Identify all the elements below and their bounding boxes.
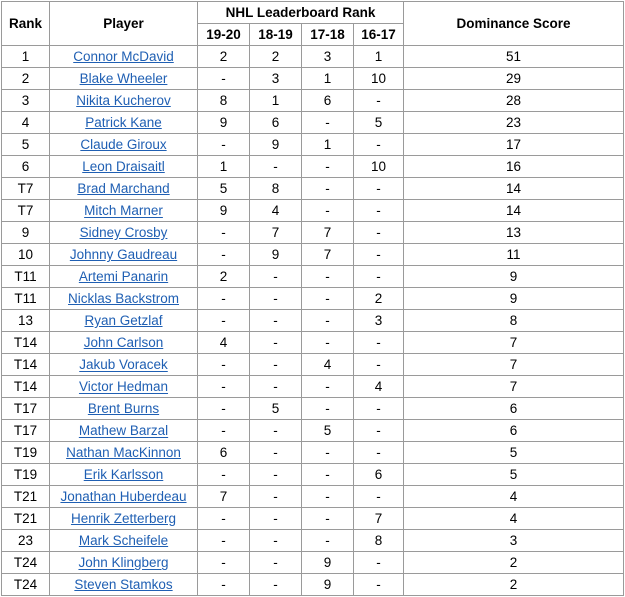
season-16-17-cell: 1: [354, 46, 404, 68]
rank-cell: 3: [2, 90, 50, 112]
season-16-17-cell: -: [354, 552, 404, 574]
player-cell: [50, 464, 198, 486]
player-cell: [50, 310, 198, 332]
season-17-18-cell: -: [302, 464, 354, 486]
season-17-18-cell: 3: [302, 46, 354, 68]
table-row: [2, 156, 624, 178]
season-19-20-cell: -: [198, 244, 250, 266]
season-18-19-cell: -: [250, 266, 302, 288]
player-link[interactable]: Artemi Panarin: [78, 269, 169, 284]
season-18-19-cell: -: [250, 574, 302, 596]
season-17-18-cell: 7: [302, 222, 354, 244]
dominance-score-cell: 17: [404, 134, 624, 156]
season-18-19-cell: 3: [250, 68, 302, 90]
player-cell: [50, 68, 198, 90]
table-row: [2, 530, 624, 552]
season-16-17-cell: -: [354, 420, 404, 442]
season-18-19-cell: 8: [250, 178, 302, 200]
player-link[interactable]: Claude Giroux: [80, 137, 167, 152]
player-link[interactable]: Mathew Barzal: [78, 423, 169, 438]
season-header-18-19: 18-19: [250, 24, 302, 46]
dominance-score-cell: 29: [404, 68, 624, 90]
player-link[interactable]: Steven Stamkos: [74, 577, 173, 592]
season-17-18-cell: 9: [302, 552, 354, 574]
rank-cell: 23: [2, 530, 50, 552]
rank-cell: T19: [2, 464, 50, 486]
season-16-17-cell: -: [354, 134, 404, 156]
player-cell: [50, 486, 198, 508]
season-18-19-cell: -: [250, 442, 302, 464]
season-18-19-cell: -: [250, 332, 302, 354]
season-19-20-cell: -: [198, 68, 250, 90]
season-19-20-cell: -: [198, 420, 250, 442]
table-row: [2, 46, 624, 68]
season-19-20-cell: -: [198, 288, 250, 310]
player-cell: [50, 420, 198, 442]
player-link[interactable]: Blake Wheeler: [79, 71, 168, 86]
season-19-20-cell: 9: [198, 112, 250, 134]
season-19-20-cell: 2: [198, 266, 250, 288]
season-18-19-cell: 9: [250, 244, 302, 266]
dominance-score-cell: 4: [404, 508, 624, 530]
season-18-19-cell: 6: [250, 112, 302, 134]
rank-cell: T7: [2, 178, 50, 200]
player-link[interactable]: Brent Burns: [87, 401, 160, 416]
player-link[interactable]: Brad Marchand: [77, 181, 170, 196]
table-row: [2, 200, 624, 222]
table-row: [2, 442, 624, 464]
player-link[interactable]: Mitch Marner: [84, 203, 163, 218]
player-cell: [50, 222, 198, 244]
season-18-19-cell: 9: [250, 134, 302, 156]
player-cell: [50, 134, 198, 156]
dominance-score-cell: 2: [404, 574, 624, 596]
season-17-18-cell: -: [302, 310, 354, 332]
player-cell: [50, 200, 198, 222]
season-header-17-18: 17-18: [302, 24, 354, 46]
dominance-score-cell: 7: [404, 332, 624, 354]
rank-cell: T21: [2, 486, 50, 508]
season-17-18-cell: 4: [302, 354, 354, 376]
player-link[interactable]: Patrick Kane: [85, 115, 162, 130]
rank-cell: T11: [2, 266, 50, 288]
season-19-20-cell: 9: [198, 200, 250, 222]
season-header-19-20: 19-20: [198, 24, 250, 46]
dominance-score-cell: 6: [404, 420, 624, 442]
dominance-score-cell: 4: [404, 486, 624, 508]
player-link[interactable]: Mark Scheifele: [78, 533, 169, 548]
season-19-20-cell: 6: [198, 442, 250, 464]
season-16-17-cell: -: [354, 178, 404, 200]
rank-cell: 2: [2, 68, 50, 90]
season-18-19-cell: -: [250, 508, 302, 530]
rank-cell: T11: [2, 288, 50, 310]
rank-cell: T19: [2, 442, 50, 464]
player-cell: [50, 288, 198, 310]
season-18-19-cell: -: [250, 552, 302, 574]
table-row: [2, 112, 624, 134]
player-cell: [50, 376, 198, 398]
season-17-18-cell: -: [302, 332, 354, 354]
season-19-20-cell: -: [198, 376, 250, 398]
player-cell: [50, 90, 198, 112]
season-16-17-cell: -: [354, 266, 404, 288]
season-19-20-cell: -: [198, 310, 250, 332]
season-18-19-cell: 1: [250, 90, 302, 112]
dominance-score-cell: 7: [404, 354, 624, 376]
season-18-19-cell: 2: [250, 46, 302, 68]
season-17-18-cell: -: [302, 442, 354, 464]
table-row: [2, 376, 624, 398]
season-19-20-cell: -: [198, 552, 250, 574]
season-19-20-cell: -: [198, 222, 250, 244]
rank-cell: T14: [2, 332, 50, 354]
season-17-18-cell: -: [302, 376, 354, 398]
season-19-20-cell: -: [198, 354, 250, 376]
rank-cell: T14: [2, 376, 50, 398]
season-16-17-cell: -: [354, 574, 404, 596]
table-row: [2, 134, 624, 156]
season-16-17-cell: -: [354, 332, 404, 354]
player-cell: [50, 156, 198, 178]
season-17-18-cell: 6: [302, 90, 354, 112]
dominance-score-cell: 6: [404, 398, 624, 420]
table-row: [2, 178, 624, 200]
player-cell: [50, 442, 198, 464]
dominance-score-cell: 11: [404, 244, 624, 266]
dominance-score-cell: 3: [404, 530, 624, 552]
player-cell: [50, 178, 198, 200]
player-link[interactable]: Sidney Crosby: [79, 225, 168, 240]
season-17-18-cell: 9: [302, 574, 354, 596]
season-18-19-cell: -: [250, 486, 302, 508]
table-row: [2, 464, 624, 486]
season-16-17-cell: 6: [354, 464, 404, 486]
season-16-17-cell: 7: [354, 508, 404, 530]
season-18-19-cell: -: [250, 156, 302, 178]
rank-cell: T17: [2, 398, 50, 420]
season-17-18-cell: -: [302, 530, 354, 552]
rank-cell: 13: [2, 310, 50, 332]
rank-cell: 9: [2, 222, 50, 244]
dominance-score-cell: 7: [404, 376, 624, 398]
player-link[interactable]: Nikita Kucherov: [76, 93, 171, 108]
season-17-18-cell: -: [302, 398, 354, 420]
dominance-score-cell: 51: [404, 46, 624, 68]
season-16-17-cell: 8: [354, 530, 404, 552]
season-16-17-cell: -: [354, 222, 404, 244]
dominance-score-cell: 14: [404, 200, 624, 222]
player-cell: [50, 46, 198, 68]
player-cell: [50, 552, 198, 574]
player-link[interactable]: Henrik Zetterberg: [70, 511, 177, 526]
rank-cell: T7: [2, 200, 50, 222]
season-16-17-cell: -: [354, 442, 404, 464]
season-16-17-cell: -: [354, 354, 404, 376]
season-16-17-cell: 10: [354, 156, 404, 178]
rank-header: Rank: [2, 2, 50, 46]
rank-cell: T24: [2, 552, 50, 574]
season-16-17-cell: -: [354, 90, 404, 112]
rank-cell: T24: [2, 574, 50, 596]
season-19-20-cell: -: [198, 530, 250, 552]
table-row: [2, 398, 624, 420]
table-row: [2, 420, 624, 442]
season-18-19-cell: -: [250, 530, 302, 552]
season-17-18-cell: -: [302, 200, 354, 222]
player-link[interactable]: Jakub Voracek: [79, 357, 168, 372]
table-row: [2, 222, 624, 244]
player-cell: [50, 398, 198, 420]
season-16-17-cell: -: [354, 486, 404, 508]
player-cell: [50, 112, 198, 134]
season-17-18-cell: -: [302, 178, 354, 200]
player-link[interactable]: John Carlson: [83, 335, 164, 350]
dominance-score-cell: 5: [404, 442, 624, 464]
season-17-18-cell: -: [302, 486, 354, 508]
rank-cell: T17: [2, 420, 50, 442]
player-link[interactable]: Victor Hedman: [78, 379, 169, 394]
rank-cell: T14: [2, 354, 50, 376]
dominance-score-cell: 8: [404, 310, 624, 332]
table-row: [2, 90, 624, 112]
dominance-score-cell: 9: [404, 266, 624, 288]
season-17-18-cell: -: [302, 156, 354, 178]
season-19-20-cell: 8: [198, 90, 250, 112]
dominance-score-cell: 14: [404, 178, 624, 200]
player-link[interactable]: Ryan Getzlaf: [84, 313, 163, 328]
player-cell: [50, 508, 198, 530]
season-16-17-cell: -: [354, 398, 404, 420]
season-16-17-cell: -: [354, 244, 404, 266]
season-17-18-cell: 7: [302, 244, 354, 266]
table-row: [2, 244, 624, 266]
rank-cell: 6: [2, 156, 50, 178]
dominance-score-cell: 2: [404, 552, 624, 574]
rank-cell: 1: [2, 46, 50, 68]
season-19-20-cell: -: [198, 398, 250, 420]
season-19-20-cell: 5: [198, 178, 250, 200]
season-19-20-cell: 2: [198, 46, 250, 68]
player-header: Player: [50, 2, 198, 46]
season-17-18-cell: 1: [302, 68, 354, 90]
player-cell: [50, 244, 198, 266]
season-18-19-cell: -: [250, 310, 302, 332]
season-16-17-cell: -: [354, 200, 404, 222]
season-19-20-cell: -: [198, 508, 250, 530]
nhl-leaderboard-header: NHL Leaderboard Rank: [198, 2, 404, 24]
dominance-score-cell: 5: [404, 464, 624, 486]
rank-cell: 10: [2, 244, 50, 266]
player-link[interactable]: John Klingberg: [78, 555, 169, 570]
season-17-18-cell: -: [302, 508, 354, 530]
season-16-17-cell: 4: [354, 376, 404, 398]
table-row: [2, 288, 624, 310]
player-cell: [50, 574, 198, 596]
season-17-18-cell: 1: [302, 134, 354, 156]
rank-cell: 5: [2, 134, 50, 156]
table-row: [2, 310, 624, 332]
table-row: [2, 68, 624, 90]
player-cell: [50, 354, 198, 376]
rank-cell: T21: [2, 508, 50, 530]
season-18-19-cell: -: [250, 420, 302, 442]
season-18-19-cell: -: [250, 288, 302, 310]
leaderboard-table: [1, 1, 624, 596]
player-link[interactable]: Jonathan Huberdeau: [60, 489, 187, 504]
season-18-19-cell: 4: [250, 200, 302, 222]
season-19-20-cell: 4: [198, 332, 250, 354]
season-18-19-cell: -: [250, 354, 302, 376]
season-18-19-cell: 7: [250, 222, 302, 244]
player-cell: [50, 266, 198, 288]
player-link[interactable]: Nathan MacKinnon: [66, 445, 181, 460]
season-17-18-cell: -: [302, 266, 354, 288]
season-19-20-cell: -: [198, 134, 250, 156]
season-18-19-cell: -: [250, 376, 302, 398]
player-cell: [50, 332, 198, 354]
season-17-18-cell: 5: [302, 420, 354, 442]
table-row: [2, 266, 624, 288]
season-header-16-17: 16-17: [354, 24, 404, 46]
player-cell: [50, 530, 198, 552]
rank-cell: 4: [2, 112, 50, 134]
season-17-18-cell: -: [302, 112, 354, 134]
season-16-17-cell: 2: [354, 288, 404, 310]
table-row: [2, 508, 624, 530]
season-16-17-cell: 3: [354, 310, 404, 332]
player-link[interactable]: Nicklas Backstrom: [67, 291, 180, 306]
dominance-score-cell: 28: [404, 90, 624, 112]
season-19-20-cell: -: [198, 464, 250, 486]
dominance-score-cell: 23: [404, 112, 624, 134]
player-link[interactable]: Johnny Gaudreau: [69, 247, 178, 262]
dominance-score-cell: 13: [404, 222, 624, 244]
dominance-score-cell: 9: [404, 288, 624, 310]
season-19-20-cell: 7: [198, 486, 250, 508]
table-row: [2, 332, 624, 354]
season-19-20-cell: 1: [198, 156, 250, 178]
player-link[interactable]: Connor McDavid: [73, 49, 174, 64]
season-17-18-cell: -: [302, 288, 354, 310]
player-link[interactable]: Erik Karlsson: [83, 467, 164, 482]
table-row: [2, 354, 624, 376]
season-16-17-cell: 5: [354, 112, 404, 134]
season-19-20-cell: -: [198, 574, 250, 596]
dominance-score-header: Dominance Score: [404, 2, 624, 46]
season-16-17-cell: 10: [354, 68, 404, 90]
header-row: [2, 2, 624, 24]
table-row: [2, 574, 624, 596]
season-18-19-cell: 5: [250, 398, 302, 420]
season-18-19-cell: -: [250, 464, 302, 486]
player-link[interactable]: Leon Draisaitl: [82, 159, 165, 174]
table-row: [2, 486, 624, 508]
table-row: [2, 552, 624, 574]
dominance-score-cell: 16: [404, 156, 624, 178]
